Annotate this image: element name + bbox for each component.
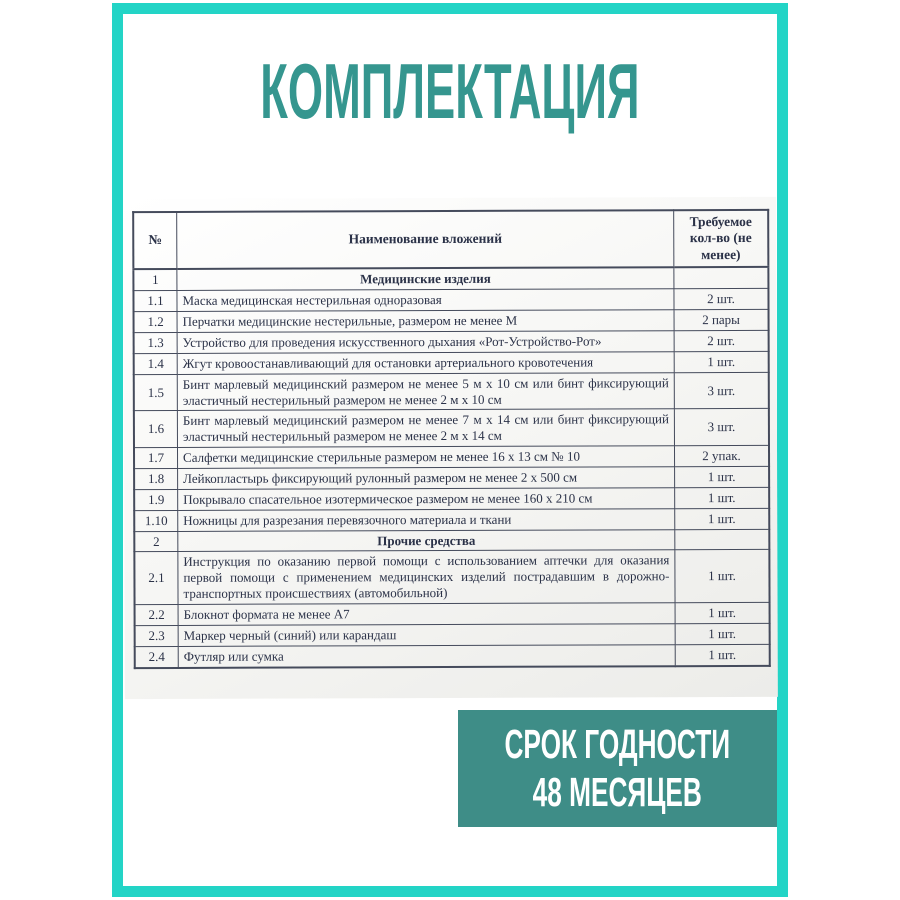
- row-quantity: 2 пары: [674, 310, 769, 331]
- row-name: Устройство для проведения искусственного дыхания «Рот-Устройство-Рот»: [177, 331, 674, 354]
- row-name: Ножницы для разрезания перевязочного материала и ткани: [178, 508, 675, 531]
- shelf-life-badge: [458, 710, 777, 827]
- row-quantity: 2 шт.: [674, 289, 769, 310]
- shelf-life-label: [441, 721, 794, 768]
- row-quantity: 2 упак.: [674, 446, 769, 467]
- row-quantity: 1 шт.: [675, 466, 770, 487]
- table-header: [133, 210, 768, 270]
- table-row: [134, 487, 769, 510]
- row-name: Бинт марлевый медицинский размером не менее 5 м х 10 см или бинт фиксирующий эластичный нестерильный размером не менее 2 м х 10 см: [177, 372, 674, 410]
- page-title: [112, 47, 788, 135]
- row-number: 1.8: [134, 468, 178, 489]
- row-name: Маска медицинская нестерильная одноразовая: [177, 289, 674, 312]
- row-name: Маркер черный (синий) или карандаш: [178, 624, 675, 647]
- row-name: Бинт марлевый медицинский размером не менее 7 м х 14 см или бинт фиксирующий эластичный нестерильный размером не менее 2 м х 14 см: [177, 409, 674, 447]
- row-number: 1.7: [134, 448, 178, 469]
- table-row: [134, 446, 769, 469]
- table-row: [134, 550, 769, 605]
- row-quantity: 2 шт.: [674, 330, 769, 351]
- row-number: 2.1: [134, 552, 178, 605]
- row-name: Инструкция по оказанию первой помощи с использованием аптечки для оказания первой помощи с применением медицинских изделий пострадавшим в дорожно-транспортных происшествиях (автомобильной): [178, 550, 675, 604]
- shelf-life-value: [485, 769, 749, 816]
- row-quantity: 1 шт.: [674, 351, 769, 372]
- row-number: 1.4: [134, 353, 178, 374]
- table-row: [135, 602, 770, 625]
- row-number: 1.2: [134, 312, 178, 333]
- row-quantity: 3 шт.: [674, 372, 769, 409]
- row-number: 2: [134, 531, 178, 552]
- row-quantity: [674, 267, 769, 289]
- table-body: [133, 267, 769, 667]
- row-quantity: 3 шт.: [674, 409, 769, 446]
- table-row: [134, 330, 769, 353]
- row-quantity: 1 шт.: [675, 508, 770, 529]
- row-number: 1.9: [134, 489, 178, 510]
- row-number: 1.3: [134, 332, 178, 353]
- row-name: Прочие средства: [178, 529, 675, 552]
- table-header-row: [133, 210, 768, 270]
- row-quantity: [675, 529, 770, 550]
- row-name: Перчатки медицинские нестерильные, размером не менее М: [177, 310, 674, 333]
- table-row: [135, 623, 770, 646]
- row-name: Медицинские изделия: [177, 268, 674, 291]
- table-row: [134, 529, 769, 552]
- row-number: 1.1: [133, 291, 177, 312]
- row-quantity: 1 шт.: [675, 487, 770, 508]
- row-name: Футляр или сумка: [178, 644, 675, 667]
- row-name: Салфетки медицинские стерильные размером не менее 16 х 13 см № 10: [177, 446, 674, 469]
- row-name: Лейкопластырь фиксирующий рулонный размером не менее 2 х 500 см: [178, 467, 675, 490]
- col-header-number: №: [133, 212, 177, 270]
- row-quantity: 1 шт.: [675, 644, 770, 666]
- table-row: [135, 644, 770, 668]
- table-row: [133, 267, 768, 291]
- table-row: [133, 289, 768, 312]
- shelf-life-label-text: СРОК ГОДНОСТИ: [504, 721, 731, 768]
- row-number: 1: [133, 269, 177, 291]
- row-quantity: 1 шт.: [675, 550, 770, 603]
- row-number: 1.6: [134, 411, 178, 448]
- row-number: 2.2: [135, 604, 179, 625]
- row-number: 1.5: [134, 374, 178, 411]
- row-number: 2.3: [135, 625, 179, 646]
- table-row: [134, 351, 769, 374]
- table-row: [134, 508, 769, 531]
- col-header-quantity: Требуемое кол-во (не менее): [674, 210, 769, 268]
- row-number: 1.10: [134, 510, 178, 531]
- row-quantity: 1 шт.: [675, 623, 770, 644]
- col-header-name: Наименование вложений: [177, 210, 674, 269]
- row-quantity: 1 шт.: [675, 602, 770, 623]
- row-name: Блокнот формата не менее А7: [178, 603, 675, 626]
- document-photo: [123, 197, 778, 699]
- shelf-life-value-text: 48 МЕСЯЦЕВ: [532, 768, 703, 815]
- page-title-text: КОМПЛЕКТАЦИЯ: [260, 47, 640, 135]
- contents-table: [132, 209, 771, 669]
- table-row: [134, 409, 769, 448]
- row-number: 2.4: [135, 646, 179, 668]
- table-row: [134, 466, 769, 489]
- row-name: Покрывало спасательное изотермическое размером не менее 160 х 210 см: [178, 488, 675, 511]
- table-row: [134, 372, 769, 411]
- row-name: Жгут кровоостанавливающий для остановки артериального кровотечения: [177, 352, 674, 375]
- table-row: [134, 310, 769, 333]
